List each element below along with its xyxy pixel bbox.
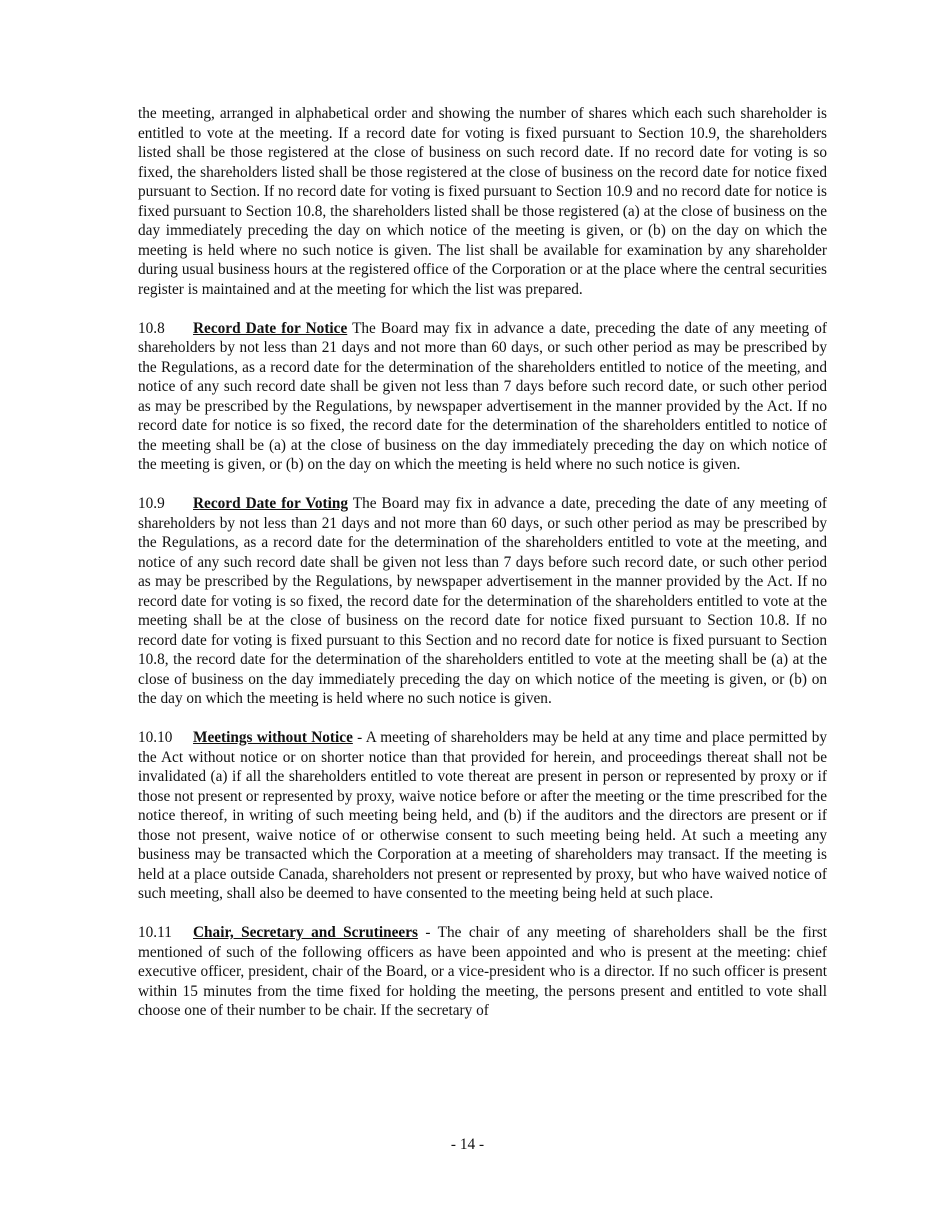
section-body: A meeting of shareholders may be held at any time and place permitted by the Act without notice or on shorter notice than that provided for herein, and proceedings thereat shall not be invalidated (a) if all the shareholders entitled to vote thereat are present in person or represented by proxy or if those not present or represented by proxy, waive notice before or after the meeting or the time prescribed for the notice thereof, in writing of such meeting being held, and (b) if the auditors and the directors are present or if those not present, waive notice of or otherwise consent to such meeting being held. At such a meeting any business may be transacted which the Corporation at a meeting of shareholders may transact. If the meeting is held at a place outside Canada, shareholders not present or represented by proxy, but who have waived notice of such meeting, shall also be deemed to have consented to the meeting being held at such place. [138, 729, 827, 902]
page-number: - 14 - [450, 1136, 485, 1153]
section-separator: - [417, 924, 438, 941]
section-body: The Board may fix in advance a date, preceding the date of any meeting of shareholders by not less than 21 days and not more than 60 days, or such other period as may be prescribed by the Regulations, as a record date for the determination of the shareholders entitled to notice of the meeting, and notice of any such record date shall be given not less than 7 days before such record date, or such other period as may be prescribed by the Regulations, by newspaper advertisement in the manner provided by the Act. If no record date for notice is so fixed, the record date for the determination of the shareholders entitled to notice of the meeting shall be (a) at the close of business on the day immediately preceding the day on which notice of the meeting is given, or (b) on the day on which the meeting is held where no such notice is given. [138, 319, 827, 473]
section-10-11 [138, 923, 827, 1021]
section-separator: - [352, 729, 366, 746]
section-heading: Record Date for Notice [193, 319, 348, 337]
section-number: 10.8 [138, 319, 165, 337]
section-10-8 [138, 319, 827, 475]
section-10-10 [138, 728, 827, 904]
section-heading: Chair, Secretary and Scrutineers [193, 924, 418, 941]
section-number: 10.11 [138, 924, 172, 941]
section-body: The chair of any meeting of shareholders shall be the first mentioned of such of the following officers as have been appointed and who is present at the meeting: chief executive officer, president, chair of the Board, or a vice-president who is a director. If no such officer is present within 15 minutes from the time fixed for holding the meeting, the persons present and entitled to vote shall choose one of their number to be chair. If the secretary of [138, 924, 828, 1019]
section-heading: Record Date for Voting [193, 495, 348, 512]
section-number: 10.9 [138, 495, 165, 512]
section-10-9 [138, 494, 827, 709]
intro-paragraph: the meeting, arranged in alphabetical order and showing the number of shares which each such shareholder is entitled to vote at the meeting. If a record date for voting is fixed pursuant to Section 10.9, the shareholders listed shall be those registered at the close of business on such record date. If no record date for voting is so fixed, the shareholders listed shall be those registered at the close of business on the record date for notice fixed pursuant to Section. If no record date for voting is fixed pursuant to Section 10.9 and no record date for notice is fixed pursuant to Section 10.8, the shareholders listed shall be those registered (a) at the close of business on the day immediately preceding the day on which notice of the meeting is given, or (b) on the day on which the meeting is held where no such notice is given. The list shall be available for examination by any shareholder during usual business hours at the registered office of the Corporation or at the place where the central securities register is maintained and at the meeting for which the list was prepared. [138, 105, 827, 298]
section-number: 10.10 [138, 729, 173, 746]
section-body: The Board may fix in advance a date, preceding the date of any meeting of shareholders by not less than 21 days and not more than 60 days, or such other period as may be prescribed by the Regulations, as a record date for the determination of the shareholders entitled to vote at the meeting, and notice of any such record date shall be given not less than 7 days before such record date, or such other period as may be prescribed by the Regulations, by newspaper advertisement in the manner provided by the Act. If no record date for voting is so fixed, the record date for the determination of the shareholders entitled to vote at the meeting shall be at the close of business on the record date for notice fixed pursuant to Section 10.8. If no record date for voting is fixed pursuant to this Section and no record date for notice is fixed pursuant to Section 10.8, the record date for the determination of the shareholders entitled to vote at the meeting shall be (a) at the close of business on the day immediately preceding the day on which notice of the meeting is given, or (b) on the day on which the meeting is held where no such notice is given. [138, 495, 827, 707]
document-body [138, 104, 827, 1040]
section-heading: Meetings without Notice [193, 729, 353, 746]
